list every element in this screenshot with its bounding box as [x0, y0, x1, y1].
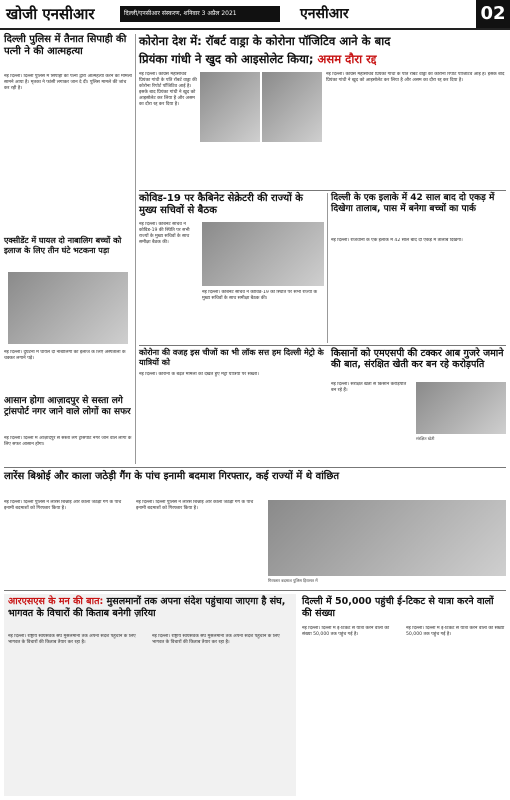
story3-headline: आसान होगा आज़ादपुर से सस्ता लगे ट्रांसपोर्ट नगर जाने वाले लोगों का सफर — [4, 396, 131, 417]
accident-photo — [8, 272, 128, 344]
priyanka-photo — [200, 72, 260, 142]
rss-box — [4, 594, 296, 796]
top-headline-accent: असम दौरा रद्द — [317, 52, 377, 66]
rule — [139, 190, 506, 191]
arrest-photo-caption: गिरफ्तार बदमाश पुलिस हिरासत में — [268, 578, 318, 583]
pond-body: नई दिल्ली। राजधानी के एक इलाके में 42 साल बाद दो एकड़ में तालाब दिखेगा। — [331, 238, 463, 243]
covid-body: नई दिल्ली। कैबिनेट सचिव ने कोविड-19 की स्थिति पर सभी राज्यों के मुख्य सचिवों के साथ समीक्षा बैठक की। — [139, 222, 190, 245]
rule — [4, 467, 506, 468]
gang-body: नई दिल्ली। दिल्ली पुलिस ने लारेंस बिश्नोई और काला जठेड़ी गैंग के पांच इनामी बदमाशों को गिरफ्तार किया है। — [4, 500, 122, 511]
column-divider — [135, 34, 136, 464]
top-story-body: नई दिल्ली। कांग्रेस महासचिव प्रियंका गांधी के पति रॉबर्ट वाड्रा की कोरोना रिपोर्ट पॉजिटिव आई है। इसके बाद प्रियंका गांधी ने खुद को आइसोलेट कर लिया है और असम का दौरा रद्द कर दिया है। — [139, 72, 197, 107]
metro-headline: कोरोना की वजह इस चीजों का भी लॉक सत्त हम दिल्ली मेट्रो के यात्रियों को — [139, 348, 324, 367]
masthead — [0, 0, 510, 30]
pond-headline: दिल्ली के एक इलाके में 42 साल बाद दो एकड़ में दिखेगा तालाब, पास में बनेगा बच्चों का पार्क — [331, 193, 495, 214]
farmers-body: नई दिल्ली। संरक्षित खेती से किसान करोड़पति बन रहे हैं। — [331, 382, 407, 393]
top-headline-line2 — [139, 52, 506, 67]
brand-logo: खोजी एनसीआर — [6, 5, 95, 23]
rss-headline — [8, 596, 292, 620]
rule — [4, 590, 506, 591]
page-number: 02 — [476, 0, 510, 28]
farm-photo — [416, 382, 506, 434]
story2-body: नई दिल्ली। दुर्घटना में घायल दो नाबालिगों को इलाज के लिए अस्पतालों के चक्कर लगाने पड़े। — [4, 350, 126, 361]
left-column — [4, 34, 132, 464]
top-headline-main: प्रियंका गांधी ने खुद को आइसोलेट किया; — [139, 52, 314, 66]
story1-body: नई दिल्ली। दिल्ली पुलिस में सिपाही की पत्नी द्वारा आत्महत्या करने का मामला सामने आया है। मृतका ने फांसी लगाकर जान दे दी। पुलिस मामले की जांच कर रही है। — [4, 74, 132, 91]
rss-headline-accent: आरएसएस के मन की बात: — [8, 596, 104, 607]
farm-photo-caption: संरक्षित खेती — [416, 436, 435, 441]
dateline: दिल्ली/एनसीआर संस्करण, शनिवार 3 अप्रैल 2021 — [120, 6, 280, 22]
story2-headline: एक्सीडेंट में घायल दो नाबालिग बच्चों को इलाज के लिए तीन घंटे भटकना पड़ा — [4, 236, 122, 255]
gang-body-2: नई दिल्ली। दिल्ली पुलिस ने लारेंस बिश्नोई और काला जठेड़ी गैंग के पांच इनामी बदमाशों को गिरफ्तार किया है। — [136, 500, 254, 511]
story1-headline: दिल्ली पुलिस में तैनात सिपाही की पत्नी ने की आत्महत्या — [4, 34, 127, 57]
section-name: एनसीआर — [300, 6, 349, 22]
eticket-body: नई दिल्ली। दिल्ली में ई-टिकट से यात्रा करने वालों की संख्या 50,000 तक पहुंच गई है। — [302, 626, 390, 637]
story3-body: नई दिल्ली। दिल्ली में आज़ादपुर से सस्ता लगे ट्रांसपोर्ट नगर जाने वाले लोगों के लिए सफर आसान होगा। — [4, 436, 132, 447]
rss-headline-main: मुसलमानों तक अपना संदेश पहुंचाया जाएगा है संघ, भागवत के विचारों की किताब बनेगी ज़रिया — [8, 596, 286, 619]
top-headline-line1: कोरोना देश में: रॉबर्ट वाड्रा के कोरोना पॉजिटिव आने के बाद — [139, 34, 391, 48]
covid-headline: कोविड-19 पर कैबिनेट सेक्रेटरी की राज्यों के मुख्य सचिवों से बैठक — [139, 193, 303, 216]
column-divider — [327, 193, 328, 343]
top-story-body-2: नई दिल्ली। कांग्रेस महासचिव प्रियंका गांधी के पति रॉबर्ट वाड्रा की कोरोना रिपोर्ट पॉजिटिव आई है। इसके बाद प्रियंका गांधी ने खुद को आइसोलेट कर लिया है और असम का दौरा रद्द कर दिया है। — [326, 72, 505, 83]
eticket-body-2: नई दिल्ली। दिल्ली में ई-टिकट से यात्रा करने वालों की संख्या 50,000 तक पहुंच गई है। — [406, 626, 505, 637]
vadra-photo — [262, 72, 322, 142]
rss-body: नई दिल्ली। राष्ट्रीय स्वयंसेवक संघ मुसलमानों तक अपना संदेश पहुंचाने के लिए भागवत के विचारों की किताब तैयार कर रहा है। — [8, 634, 136, 645]
rss-body-2: नई दिल्ली। राष्ट्रीय स्वयंसेवक संघ मुसलमानों तक अपना संदेश पहुंचाने के लिए भागवत के विचारों की किताब तैयार कर रहा है। — [152, 634, 280, 645]
covid-body-2: नई दिल्ली। कैबिनेट सचिव ने कोविड-19 की स्थिति पर सभी राज्यों के मुख्य सचिवों के साथ समीक्षा बैठक की। — [202, 290, 317, 301]
eticket-headline: दिल्ली में 50,000 पहुंची ई-टिकट से यात्रा करने वालों की संख्या — [302, 596, 494, 619]
gang-headline: लारेंस बिश्नोई और काला जठेड़ी गैंग के पांच इनामी बदमाश गिरफ्तार, कई राज्यों में थे वांछित — [4, 471, 340, 482]
meeting-photo — [202, 222, 324, 286]
rule — [139, 345, 506, 346]
farmers-headline: किसानों को एमएसपी की टक्कर आब गुजरे जमाने की बात, संरक्षित खेती कर बन रहे करोड़पति — [331, 348, 504, 370]
metro-body: नई दिल्ली। कोरोना के बढ़ते मामलों को देखते हुए मेट्रो यात्रियों पर सख्ती। — [139, 372, 259, 377]
arrest-photo — [268, 500, 506, 576]
